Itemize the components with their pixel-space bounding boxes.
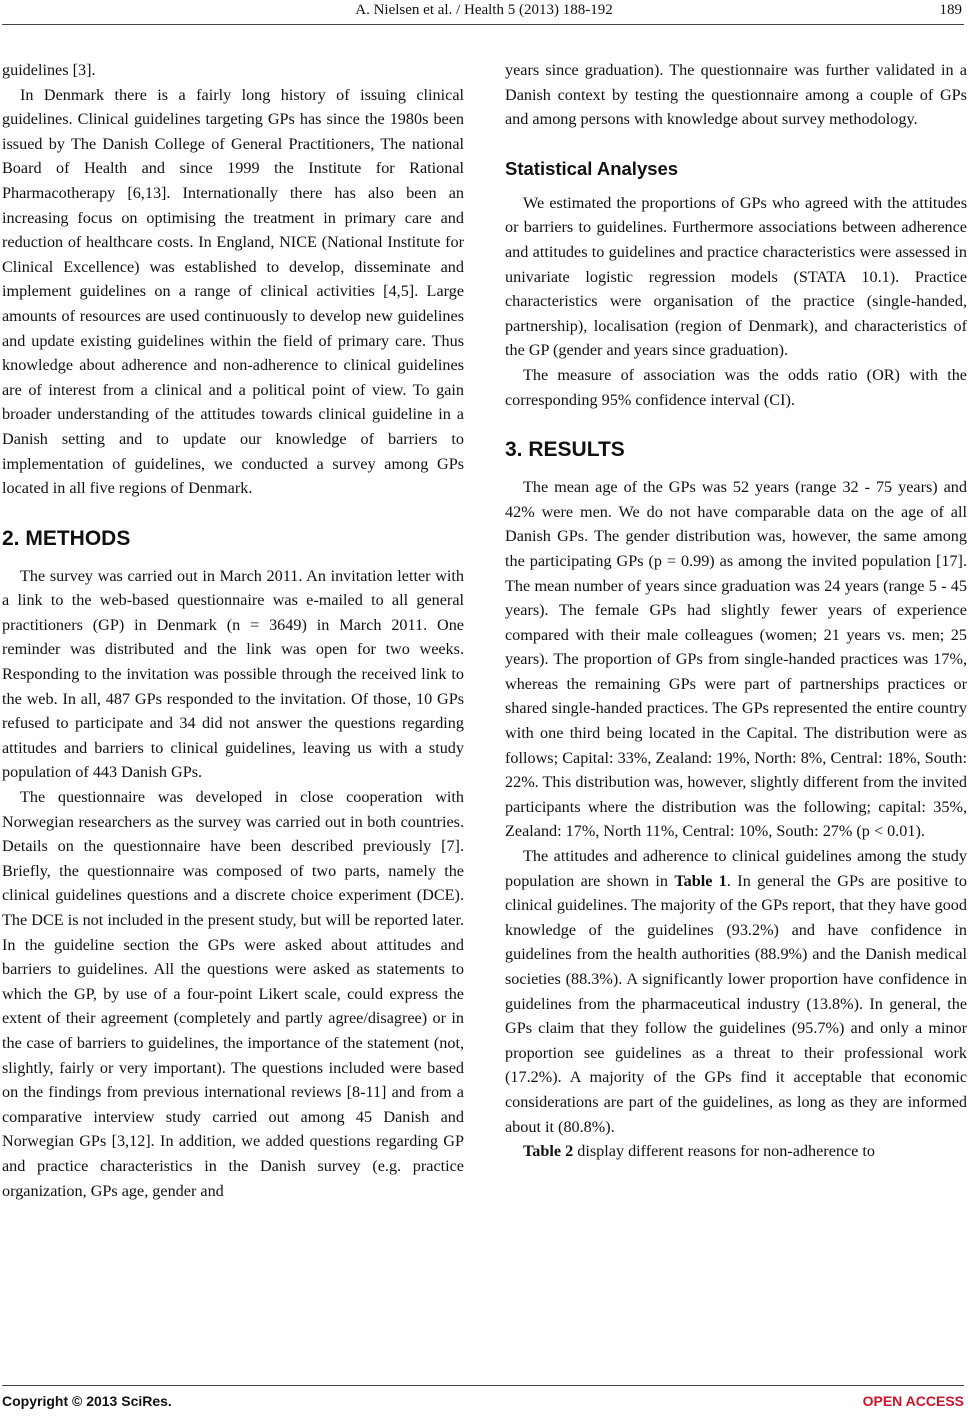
paragraph: The questionnaire was developed in close cooperation with Norwegian researchers as the survey was carried out in both countries. Details on the questionnaire have been described previously [7]. Briefly, the questionnaire was composed of two parts, namely the clinical guidelines questions and a discrete choice experiment (DCE). The DCE is not included in the present study, but will be reported later. In the guideline section the GPs were asked about attitudes and barriers to guidelines. All the questions were asked as statements to which the GP, by use of a four-point Likert scale, could express the extent of their agreement (completely and partly agree/disagree) or in the case of barriers to guidelines, the importance of the statement (not, slightly, fairly or very important). The questions included were based on the findings from previous international reviews [8-11] and from a comparative interview study carried out among 45 Danish and Norwegian GPs [3,12]. In addition, we added questions regarding GP and practice characteristics in the Danish survey (e.g. practice organization, GPs age, gender and [2,788,464,1200]
paragraph: In Denmark there is a fairly long history of issuing clinical guidelines. Clinical guidelines targeting GPs has since the 1980s been issued by The Danish College of General Practitioners, The national Board of Health and since 1999 the Institute for Rational Pharmacotherapy [6,13]. Internationally there has also been an increasing focus on optimising the treatment in primary care and reduction of healthcare costs. In England, NICE (National Institute for Clinical Excellence) was established to develop, disseminate and implement guidelines on a range of clinical activities [4,5]. Large amounts of resources are used continuously to develop new guidelines and update existing guidelines within the field of primary care. Thus knowledge about adherence and non-adherence to clinical guidelines are of interest from a clinical and a political point of view. To gain broader understanding of the attitudes towards clinical guideline in a Danish setting and to update our knowledge of barriers to implementation of guidelines, we conducted a survey among GPs located in all five regions of Denmark. [2,85,464,498]
paragraph-text: The attitudes and adherence to clinical guidelines among the study population are shown in [505,847,967,890]
paragraph-text: display different reasons for non-adherence to [573,1142,875,1161]
paragraph [505,1139,967,1164]
paragraph: We estimated the proportions of GPs who agreed with the attitudes or barriers to guidelines. Furthermore associations between adherence and attitudes to guidelines and practice characteristics were assessed in univariate logistic regression models (STATA 10.1). Practice characteristics were organisation of the practice (single-handed, partnership), localisation (region of Denmark), and characteristics of the GP (gender and years since graduation). [505,193,967,360]
section-heading-results: 3. RESULTS [505,438,625,462]
page-number: 189 [939,2,962,18]
table-1-reference: Table 1 [674,871,727,890]
paragraph: The measure of association was the odds ratio (OR) with the corresponding 95% confidence interval (CI). [505,365,967,409]
copyright-notice: Copyright © 2013 SciRes. [2,1393,172,1409]
left-column [2,58,464,1203]
paragraph-text: . In general the GPs are positive to clinical guidelines. The majority of the GPs report, that they have good knowledge of the guidelines (93.2%) and have confidence in guidelines from the health authorities (88.9%) and the Danish medical societies (88.3%). A significantly lower proportion have confidence in guidelines from the pharmaceutical industry (13.8%). In general, the GPs claim that they follow the guidelines (95.7%) and only a minor proportion see guidelines as a threat to their professional work (17.2%). A majority of the GPs find it acceptable that economic considerations are part of the guidelines, as long as they are informed about it (80.8%). [505,871,967,1136]
paragraph: The survey was carried out in March 2011. An invitation letter with a link to the web-based questionnaire was e-mailed to all general practitioners (GP) in Denmark (n = 3649) in March 2011. One reminder was distributed and the link was open for two weeks. Responding to the invitation was possible through the received link to the web. In all, 487 GPs responded to the invitation. Of those, 10 GPs refused to participate and 34 did not answer the questions regarding attitudes and barriers to clinical guidelines, leaving us with a study population of 443 Danish GPs. [2,566,464,782]
table-2-reference: Table 2 [523,1142,574,1161]
header-rule [2,24,964,25]
paragraph [505,844,967,1139]
subsection-heading-statistical-analyses: Statistical Analyses [505,157,679,179]
footer-rule [2,1385,964,1386]
page-header [0,2,968,22]
paragraph: guidelines [3]. [2,61,96,79]
section-heading-methods: 2. METHODS [2,526,131,550]
paragraph: years since graduation). The questionnaire was further validated in a Danish context by testing the questionnaire among a couple of GPs and among persons with knowledge about survey methodology. [505,61,967,129]
running-head: A. Nielsen et al. / Health 5 (2013) 188-192 [355,2,613,18]
open-access-label: OPEN ACCESS [862,1393,964,1409]
right-column [505,58,967,1164]
paragraph: The mean age of the GPs was 52 years (range 32 - 75 years) and 42% were men. We do not have comparable data on the age of all Danish GPs. The gender distribution was, however, the same among the participating GPs (p = 0.99) as among the invited population [17]. The mean number of years since graduation was 24 years (range 5 - 45 years). The female GPs had slightly fewer years of experience compared with their male colleagues (women; 21 years vs. men; 25 years). The proportion of GPs from single-handed practices was 17%, whereas the remaining GPs were part of partnerships practices or shared single-handed practices. The GPs represented the entire country with one third being located in the Capital. The distribution were as follows; Capital: 33%, Zealand: 19%, North: 8%, Central: 18%, South: 22%. This distribution was, however, slightly different from the invited participants where the distribution was the following; capital: 35%, Zealand: 17%, North 11%, Central: 10%, South: 27% (p < 0.01). [505,478,967,841]
